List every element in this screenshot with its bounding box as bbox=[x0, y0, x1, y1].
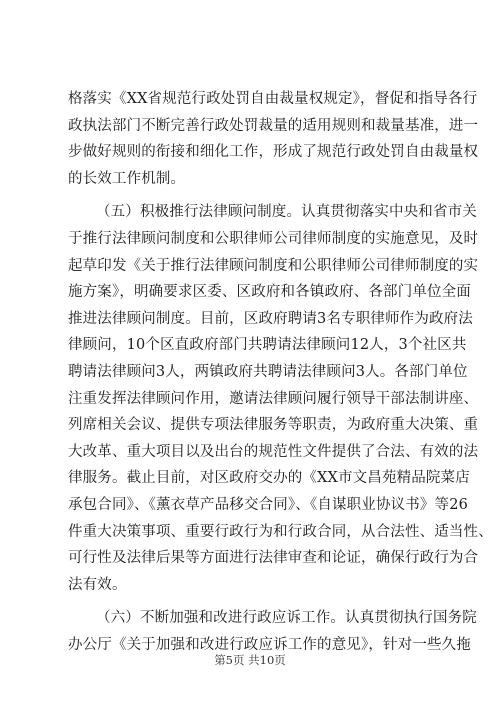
text-line: 法有效。 bbox=[68, 576, 127, 593]
text-line: 承包合同》、《薰衣草产品移交合同》、《自谋职业协议书》等26 bbox=[68, 496, 468, 513]
paragraph-gap bbox=[68, 192, 434, 199]
paragraph bbox=[68, 605, 477, 658]
text-line: 列席相关会议、提供专项法律服务等职责，为政府重大决策、重 bbox=[68, 417, 479, 434]
text-line: 于推行法律顾问制度和公职律师公司律师制度的实施意见，及时 bbox=[68, 230, 479, 247]
text-line: 格落实《XX省规范行政处罚自由裁量权规定》，督促和指导各行 bbox=[68, 91, 478, 107]
text-line: 政执法部门不断完善行政处罚裁量的适用规则和裁量基准，进一 bbox=[68, 117, 479, 134]
text-line: （六）不断加强和改进行政应诉工作。认真贯彻执行国务院 bbox=[96, 610, 477, 627]
paragraph bbox=[68, 199, 493, 598]
text-line: 推进法律顾问制度。目前，区政府聘请3名专职律师作为政府法 bbox=[68, 310, 473, 327]
text-line: （五）积极推行法律顾问制度。认真贯彻落实中央和省市关 bbox=[96, 204, 477, 221]
text-line: 施方案》，明确要求区委、区政府和各镇政府、各部门单位全面 bbox=[68, 284, 471, 301]
text-line: 的长效工作机制。 bbox=[68, 170, 186, 187]
paragraph bbox=[68, 86, 479, 192]
text-line: 大改革、重大项目以及出台的规范性文件提供了合法、有效的法 bbox=[68, 443, 479, 460]
text-line: 律服务。截止目前，对区政府交办的《XX市文昌苑精品院菜店 bbox=[68, 470, 470, 487]
text-line: 起草印发《关于推行法律顾问制度和公职律师公司律师制度的实 bbox=[68, 257, 479, 274]
text-line: 律顾问，10个区直政府部门共聘请法律顾问12人，3个社区共 bbox=[68, 337, 467, 354]
page-number-footer: 第5页 共10页 bbox=[214, 653, 286, 667]
text-line: 件重大决策事项、重要行政行为和行政合同，从合法性、适当性、 bbox=[68, 523, 493, 540]
body-text bbox=[68, 86, 493, 658]
text-line: 注重发挥法律顾问作用，邀请法律顾问履行领导干部法制讲座、 bbox=[68, 390, 479, 407]
text-line: 可行性及法律后果等方面进行法律审查和论证，确保行政行为合 bbox=[68, 550, 479, 567]
text-line: 步做好规则的衔接和细化工作，形成了规范行政处罚自由裁量权 bbox=[68, 144, 479, 161]
paragraph-gap bbox=[68, 598, 434, 605]
text-line: 聘请法律顾问3人，两镇政府共聘请法律顾问3人。各部门单位 bbox=[68, 363, 468, 380]
text-line: 办公厅《关于加强和改进行政应诉工作的意见》，针对一些久拖 bbox=[68, 636, 471, 653]
